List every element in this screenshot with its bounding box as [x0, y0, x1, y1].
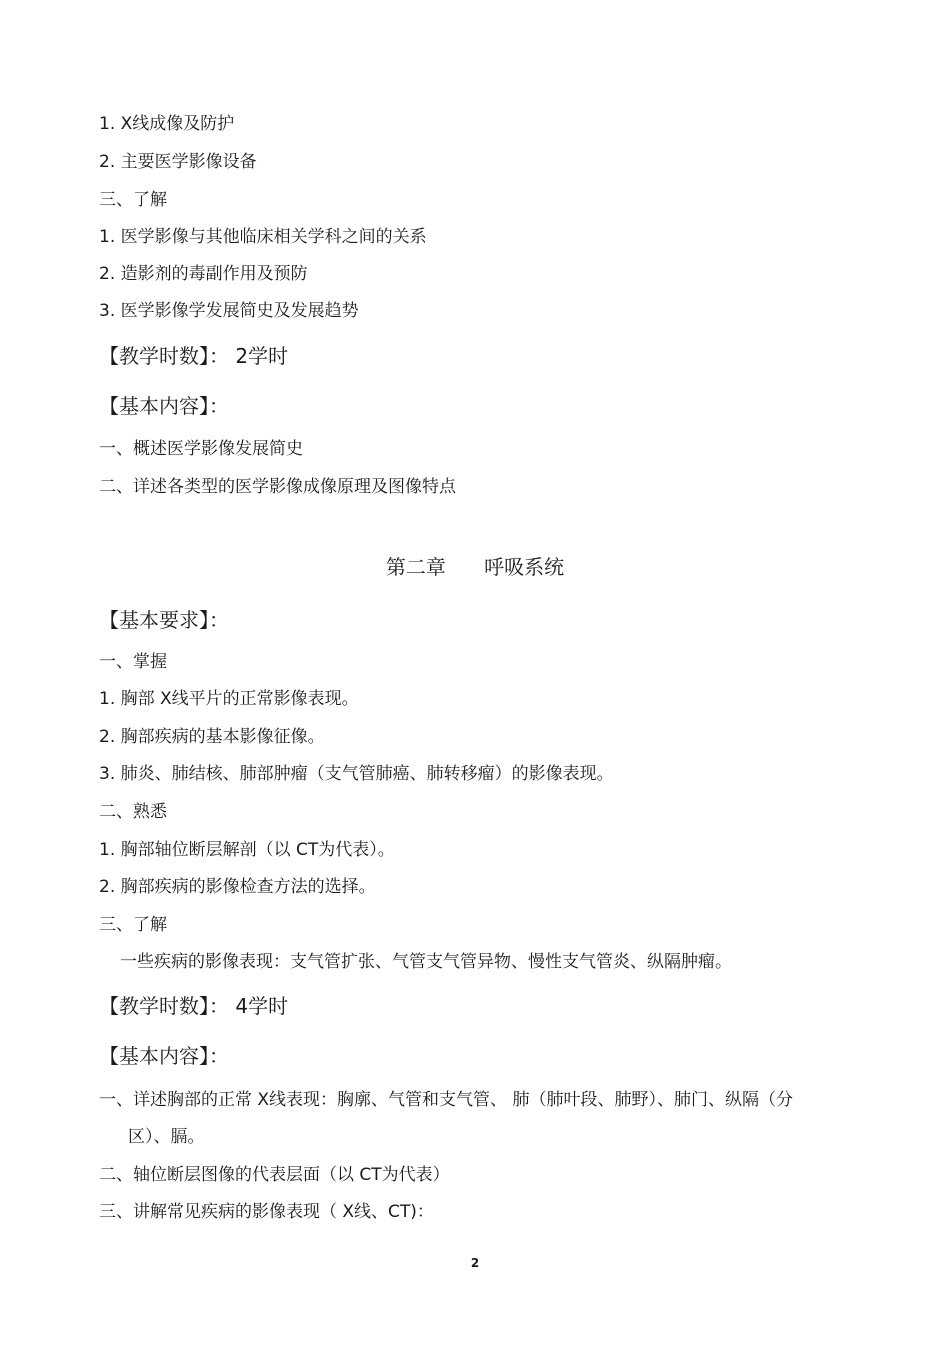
basic-content-heading: 【基本内容】： [99, 394, 229, 418]
list-item: 2. 胸部疾病的基本影像征像。 [99, 727, 325, 747]
paragraph: 一些疾病的影像表现：支气管扩张、气管支气管异物、慢性支气管炎、纵隔肿瘤。 [120, 952, 732, 972]
list-item: 1. 胸部 X线平片的正常影像表现。 [99, 689, 359, 709]
section-label: 一、掌握 [99, 652, 167, 672]
chapter-title: 第二章 呼吸系统 [385, 555, 565, 579]
list-item: 1. 医学影像与其他临床相关学科之间的关系 [99, 227, 427, 247]
content-item: 一、详述胸部的正常 X线表现：胸廓、气管和支气管、 肺（肺叶段、肺野）、肺门、纵隔（分 [99, 1090, 793, 1110]
section-label: 二、熟悉 [99, 802, 167, 822]
list-item: 3. 肺炎、肺结核、肺部肿瘤（支气管肺癌、肺转移瘤）的影像表现。 [99, 764, 614, 784]
content-item: 二、详述各类型的医学影像成像原理及图像特点 [99, 477, 456, 497]
list-item: 2. 主要医学影像设备 [99, 152, 257, 172]
basic-content-heading: 【基本内容】： [99, 1044, 229, 1068]
content-item-continuation: 区）、膈。 [128, 1127, 205, 1147]
section-label: 三、了解 [99, 190, 167, 210]
list-item: 2. 造影剂的毒副作用及预防 [99, 264, 308, 284]
teaching-hours-heading: 【教学时数】： 2学时 [99, 344, 289, 368]
content-item: 三、讲解常见疾病的影像表现（ X线、CT)： [99, 1202, 434, 1222]
list-item: 3. 医学影像学发展简史及发展趋势 [99, 301, 359, 321]
list-item: 1. X线成像及防护 [99, 114, 235, 134]
basic-requirements-heading: 【基本要求】： [99, 608, 229, 632]
list-item: 1. 胸部轴位断层解剖（以 CT为代表）。 [99, 840, 395, 860]
list-item: 2. 胸部疾病的影像检查方法的选择。 [99, 877, 376, 897]
content-item: 一、概述医学影像发展简史 [99, 439, 303, 459]
section-label: 三、了解 [99, 915, 167, 935]
content-item: 二、轴位断层图像的代表层面（以 CT为代表） [99, 1165, 450, 1185]
page-number: 2 [470, 1256, 480, 1270]
teaching-hours-heading: 【教学时数】： 4学时 [99, 994, 289, 1018]
